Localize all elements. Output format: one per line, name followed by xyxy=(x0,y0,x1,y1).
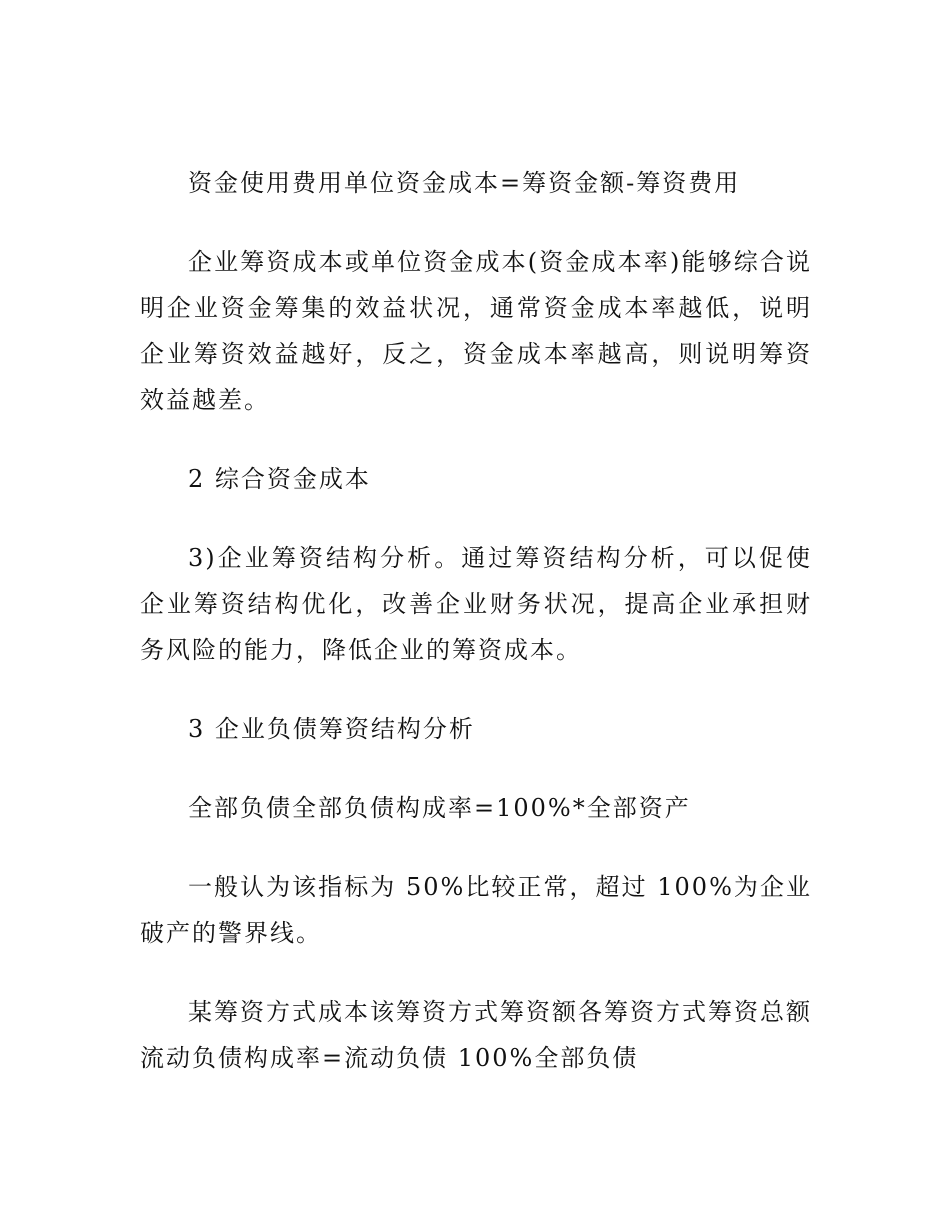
heading-debt-structure: 3 企业负债筹资结构分析 xyxy=(188,715,475,743)
paragraph-ratio-threshold: 一般认为该指标为 50%比较正常，超过 100%为企业破产的警界线。 xyxy=(140,873,812,947)
paragraph-structure-analysis: 3)企业筹资结构分析。通过筹资结构分析，可以促使企业筹资结构优化，改善企业财务状况，提高企业承担财务风险的能力，降低企业的筹资成本。 xyxy=(140,544,812,664)
paragraph-capital-cost-formula: 资金使用费用单位资金成本=筹资金额-筹资费用 xyxy=(188,169,741,197)
paragraph-current-liability-ratio: 某筹资方式成本该筹资方式筹资额各筹资方式筹资总额流动负债构成率=流动负债 100%全部负债 xyxy=(140,998,812,1072)
document-body xyxy=(140,160,812,1114)
paragraph-cost-explanation: 企业筹资成本或单位资金成本(资金成本率)能够综合说明企业资金筹集的效益状况，通常资金成本率越低，说明企业筹资效益越好，反之，资金成本率越高，则说明筹资效益越差。 xyxy=(140,248,812,414)
heading-comprehensive-cost: 2 综合资金成本 xyxy=(188,465,371,493)
paragraph-debt-ratio-formula: 全部负债全部负债构成率=100%*全部资产 xyxy=(188,794,691,822)
